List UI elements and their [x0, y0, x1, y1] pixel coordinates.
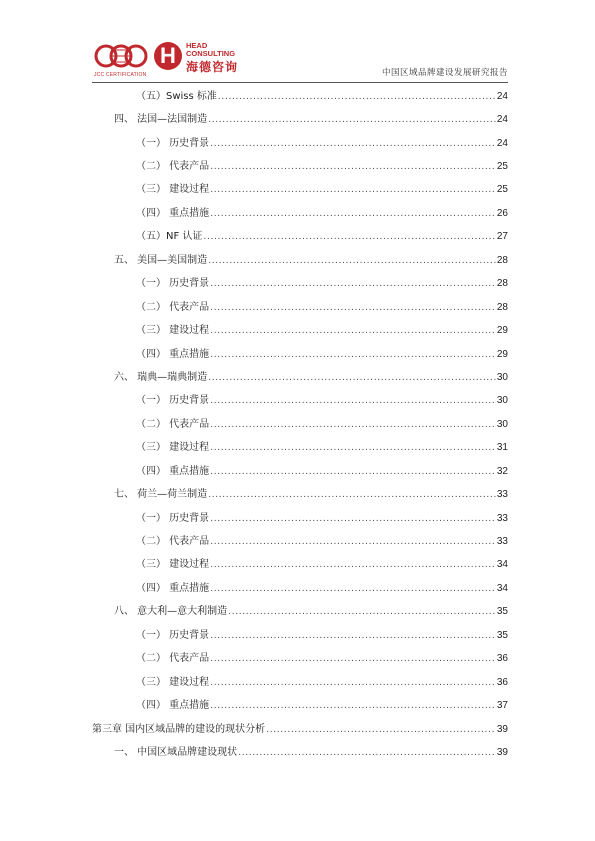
toc-dot-leader	[228, 606, 496, 618]
toc-page-number: 39	[496, 723, 508, 735]
toc-entry-label: （三） 建设过程	[136, 442, 210, 454]
toc-dot-leader	[208, 114, 496, 126]
toc-entry[interactable]	[92, 108, 508, 131]
head-logo-mark: H	[154, 42, 182, 70]
toc-entry[interactable]	[92, 296, 508, 319]
jcc-caption: JCC CERTIFICATION	[94, 72, 147, 78]
toc-dot-leader	[210, 677, 496, 689]
toc-entry[interactable]	[92, 554, 508, 577]
toc-page-number: 36	[496, 676, 508, 688]
toc-entry-label: （五）Swiss 标准	[136, 90, 217, 102]
toc-entry[interactable]	[92, 249, 508, 272]
toc-entry-label: （一） 历史背景	[136, 512, 210, 524]
toc-page-number: 29	[496, 348, 508, 360]
toc-dot-leader	[210, 653, 496, 665]
header-divider	[92, 82, 508, 83]
table-of-contents	[92, 85, 508, 765]
toc-page-number: 25	[496, 184, 508, 196]
toc-page-number: 28	[496, 254, 508, 266]
toc-entry[interactable]	[92, 179, 508, 202]
toc-page-number: 26	[496, 207, 508, 219]
toc-entry-label: 五、 美国—美国制造	[114, 254, 208, 266]
toc-entry-label: （一） 历史背景	[136, 629, 210, 641]
toc-entry[interactable]	[92, 155, 508, 178]
toc-dot-leader	[210, 395, 496, 407]
toc-dot-leader	[210, 419, 496, 431]
toc-entry[interactable]	[92, 648, 508, 671]
toc-page-number: 37	[496, 700, 508, 712]
toc-dot-leader	[210, 700, 496, 712]
toc-dot-leader	[238, 747, 496, 759]
toc-entry[interactable]	[92, 366, 508, 389]
toc-page-number: 27	[496, 231, 508, 243]
toc-entry[interactable]	[92, 132, 508, 155]
toc-entry[interactable]	[92, 624, 508, 647]
toc-dot-leader	[203, 231, 495, 243]
toc-entry-label: 八、 意大利—意大利制造	[114, 606, 228, 618]
toc-entry-label: 六、 瑞典—瑞典制造	[114, 371, 208, 383]
toc-entry-label: （四） 重点措施	[136, 700, 210, 712]
toc-dot-leader	[210, 325, 496, 337]
toc-entry-label: （四） 重点措施	[136, 348, 210, 360]
toc-dot-leader	[210, 630, 496, 642]
toc-page-number: 33	[496, 489, 508, 501]
toc-entry-label: 七、 荷兰—荷兰制造	[114, 489, 208, 501]
toc-entry[interactable]	[92, 390, 508, 413]
toc-entry[interactable]	[92, 460, 508, 483]
toc-entry[interactable]	[92, 530, 508, 553]
toc-page-number: 35	[496, 606, 508, 618]
toc-dot-leader	[218, 91, 496, 103]
toc-entry[interactable]	[92, 437, 508, 460]
toc-page-number: 30	[496, 371, 508, 383]
toc-page-number: 29	[496, 325, 508, 337]
toc-dot-leader	[210, 466, 496, 478]
toc-entry-label: （三） 建设过程	[136, 184, 210, 196]
toc-page-number: 36	[496, 653, 508, 665]
toc-page-number: 39	[496, 746, 508, 758]
toc-dot-leader	[210, 302, 496, 314]
toc-dot-leader	[210, 536, 496, 548]
toc-entry[interactable]	[92, 343, 508, 366]
toc-entry-label: 第三章 国内区域品牌的建设的现状分析	[92, 723, 266, 735]
report-title: 中国区域品牌建设发展研究报告	[381, 68, 508, 78]
toc-dot-leader	[266, 724, 496, 736]
toc-dot-leader	[210, 138, 496, 150]
toc-dot-leader	[208, 489, 496, 501]
toc-page-number: 32	[496, 465, 508, 477]
toc-page-number: 28	[496, 301, 508, 313]
toc-dot-leader	[210, 583, 496, 595]
toc-dot-leader	[210, 184, 496, 196]
toc-page-number: 34	[496, 559, 508, 571]
toc-entry-label: （四） 重点措施	[136, 465, 210, 477]
toc-page-number: 34	[496, 582, 508, 594]
toc-entry-label: （一） 历史背景	[136, 278, 210, 290]
toc-entry-label: （三） 建设过程	[136, 676, 210, 688]
toc-entry[interactable]	[92, 718, 508, 741]
head-logo-text-line2: CONSULTING	[186, 49, 236, 58]
head-logo-chinese: 海德咨询	[186, 60, 239, 74]
toc-page-number: 33	[496, 512, 508, 524]
toc-page-number: 33	[496, 536, 508, 548]
toc-entry-label: （五）NF 认证	[136, 231, 203, 243]
toc-entry[interactable]	[92, 671, 508, 694]
toc-page-number: 30	[496, 395, 508, 407]
toc-entry-label: （二） 代表产品	[136, 418, 210, 430]
toc-entry[interactable]	[92, 483, 508, 506]
toc-dot-leader	[210, 208, 496, 220]
toc-page-number: 24	[496, 90, 508, 102]
jcc-logo	[94, 40, 148, 78]
toc-page-number: 24	[496, 137, 508, 149]
toc-entry-label: （一） 历史背景	[136, 395, 210, 407]
toc-entry[interactable]	[92, 413, 508, 436]
toc-dot-leader	[210, 161, 496, 173]
toc-entry-label: （二） 代表产品	[136, 161, 210, 173]
toc-page-number: 31	[496, 442, 508, 454]
toc-page-number: 24	[496, 114, 508, 126]
toc-page-number: 28	[496, 278, 508, 290]
toc-dot-leader	[210, 513, 496, 525]
toc-entry[interactable]	[92, 601, 508, 624]
toc-entry-label: （二） 代表产品	[136, 301, 210, 313]
toc-entry[interactable]	[92, 226, 508, 249]
toc-dot-leader	[208, 372, 496, 384]
toc-dot-leader	[210, 559, 496, 571]
toc-entry[interactable]	[92, 741, 508, 764]
toc-entry-label: （一） 历史背景	[136, 137, 210, 149]
toc-entry-label: 一、 中国区域品牌建设现状	[114, 746, 238, 758]
toc-dot-leader	[210, 349, 496, 361]
toc-entry-label: （二） 代表产品	[136, 536, 210, 548]
toc-dot-leader	[210, 278, 496, 290]
toc-entry-label: （三） 建设过程	[136, 559, 210, 571]
head-logo-text-line1: HEAD	[186, 41, 208, 50]
toc-entry[interactable]	[92, 577, 508, 600]
toc-entry-label: （四） 重点措施	[136, 207, 210, 219]
toc-page-number: 30	[496, 418, 508, 430]
toc-entry-label: （二） 代表产品	[136, 653, 210, 665]
head-consulting-logo	[154, 42, 264, 76]
toc-entry-label: （四） 重点措施	[136, 582, 210, 594]
toc-entry-label: （三） 建设过程	[136, 325, 210, 337]
toc-entry[interactable]	[92, 694, 508, 717]
toc-page-number: 25	[496, 161, 508, 173]
toc-page-number: 35	[496, 629, 508, 641]
toc-entry[interactable]	[92, 319, 508, 342]
toc-entry[interactable]	[92, 202, 508, 225]
toc-entry-label: 四、 法国—法国制造	[114, 114, 208, 126]
toc-entry[interactable]	[92, 507, 508, 530]
toc-dot-leader	[210, 442, 496, 454]
toc-entry[interactable]	[92, 273, 508, 296]
toc-entry[interactable]	[92, 85, 508, 108]
toc-dot-leader	[208, 255, 496, 267]
page-header	[92, 36, 508, 82]
